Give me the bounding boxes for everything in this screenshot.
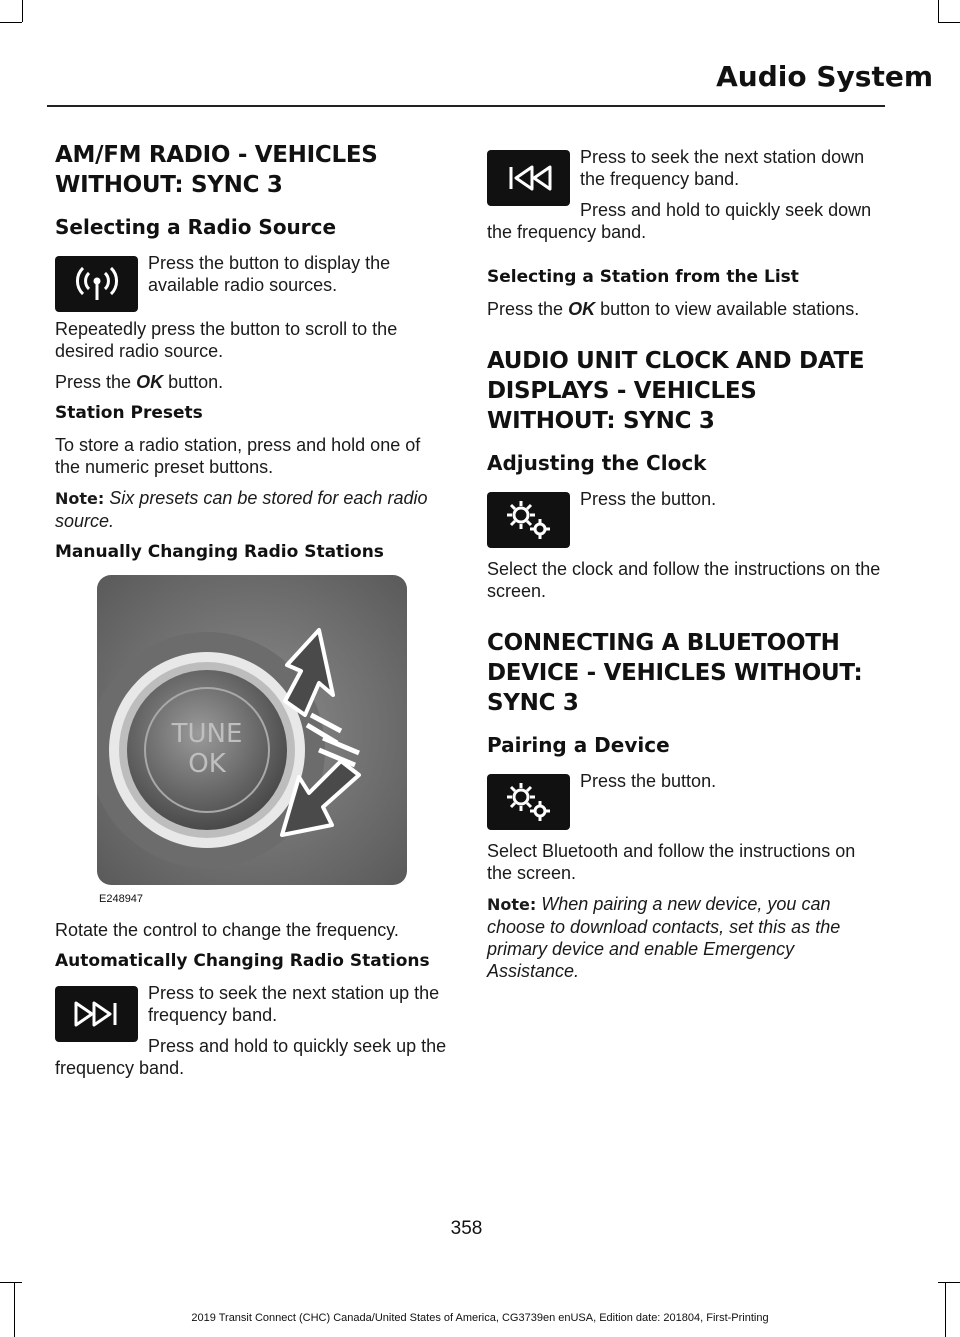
radio-source-text: Press the button to display the available radio sources. <box>148 253 391 295</box>
clock-press-text: Press the button. <box>580 489 717 509</box>
section-title-bluetooth: CONNECTING A BLUETOOTH DEVICE - VEHICLES WITHOUT: SYNC 3 <box>487 630 863 716</box>
page-header-title: Audio System <box>716 60 933 93</box>
header-divider <box>47 105 885 107</box>
seek-up-hold-text: Press and hold to quickly seek up the frequency band. <box>55 1036 447 1078</box>
seek-down-text: Press to seek the next station down the frequency band. <box>580 147 865 189</box>
pair-select-text: Select Bluetooth and follow the instructions on the screen. <box>487 841 856 883</box>
knob-tune-label: TUNE <box>171 719 243 749</box>
knob-ok-label: OK <box>188 749 226 779</box>
crop-mark <box>14 1282 15 1337</box>
settings-gears-icon <box>487 492 570 548</box>
section-title-am-fm: AM/FM RADIO - VEHICLES WITHOUT: SYNC 3 <box>55 142 378 198</box>
page-footer: 2019 Transit Connect (CHC) Canada/United States of America, CG3739en enUSA, Edition date: 201804, First-Printing <box>191 1312 769 1324</box>
right-column <box>487 146 885 991</box>
image-code: E248947 <box>99 893 144 905</box>
seek-up-text: Press to seek the next station up the frequency band. <box>148 983 440 1025</box>
heading-station-presets: Station Presets <box>55 403 203 423</box>
clock-select-text: Select the clock and follow the instructions on the screen. <box>487 559 881 601</box>
settings-gears-icon <box>487 774 570 830</box>
seek-down-icon <box>487 150 570 206</box>
crop-mark <box>938 1282 960 1283</box>
pair-note: Note: When pairing a new device, you can choose to download contacts, set this as the primary device and enable Emergency Assistance. <box>487 894 841 981</box>
seek-down-hold-text: Press and hold to quickly seek down the frequency band. <box>487 200 872 242</box>
heading-pairing-device: Pairing a Device <box>487 733 670 757</box>
left-column <box>55 140 450 1088</box>
crop-mark <box>0 1282 22 1283</box>
crop-mark <box>0 22 22 23</box>
ok-label: OK <box>136 372 164 392</box>
pair-settings-block <box>487 770 885 836</box>
page-number: 358 <box>450 1218 483 1239</box>
rotate-text: Rotate the control to change the frequency. <box>55 920 399 940</box>
heading-manually-changing: Manually Changing Radio Stations <box>55 542 384 562</box>
scroll-source-text: Repeatedly press the button to scroll to the desired radio source. <box>55 319 398 361</box>
seek-up-block <box>55 982 450 1088</box>
clock-settings-block <box>487 488 885 554</box>
radio-source-icon <box>55 256 138 312</box>
pair-press-text: Press the button. <box>580 771 717 791</box>
heading-adjusting-clock: Adjusting the Clock <box>487 451 707 475</box>
seek-down-block <box>487 146 885 252</box>
presets-text: To store a radio station, press and hold one of the numeric preset buttons. <box>55 435 421 477</box>
tune-knob-image <box>97 575 407 905</box>
heading-automatically-changing: Automatically Changing Radio Stations <box>55 951 430 971</box>
radio-source-block <box>55 252 450 318</box>
crop-mark <box>945 1282 946 1337</box>
heading-station-list: Selecting a Station from the List <box>487 267 799 287</box>
crop-mark <box>22 0 23 22</box>
heading-selecting-radio-source: Selecting a Radio Source <box>55 215 337 239</box>
press-ok-text: Press the OK button. <box>55 372 224 392</box>
crop-mark <box>938 22 960 23</box>
seek-up-icon <box>55 986 138 1042</box>
station-list-text: Press the OK button to view available stations. <box>487 299 860 319</box>
ok-label: OK <box>568 299 596 319</box>
section-title-clock-date: AUDIO UNIT CLOCK AND DATE DISPLAYS - VEHICLES WITHOUT: SYNC 3 <box>487 348 865 434</box>
presets-note: Note: Six presets can be stored for each radio source. <box>55 488 428 531</box>
crop-mark <box>938 0 939 22</box>
